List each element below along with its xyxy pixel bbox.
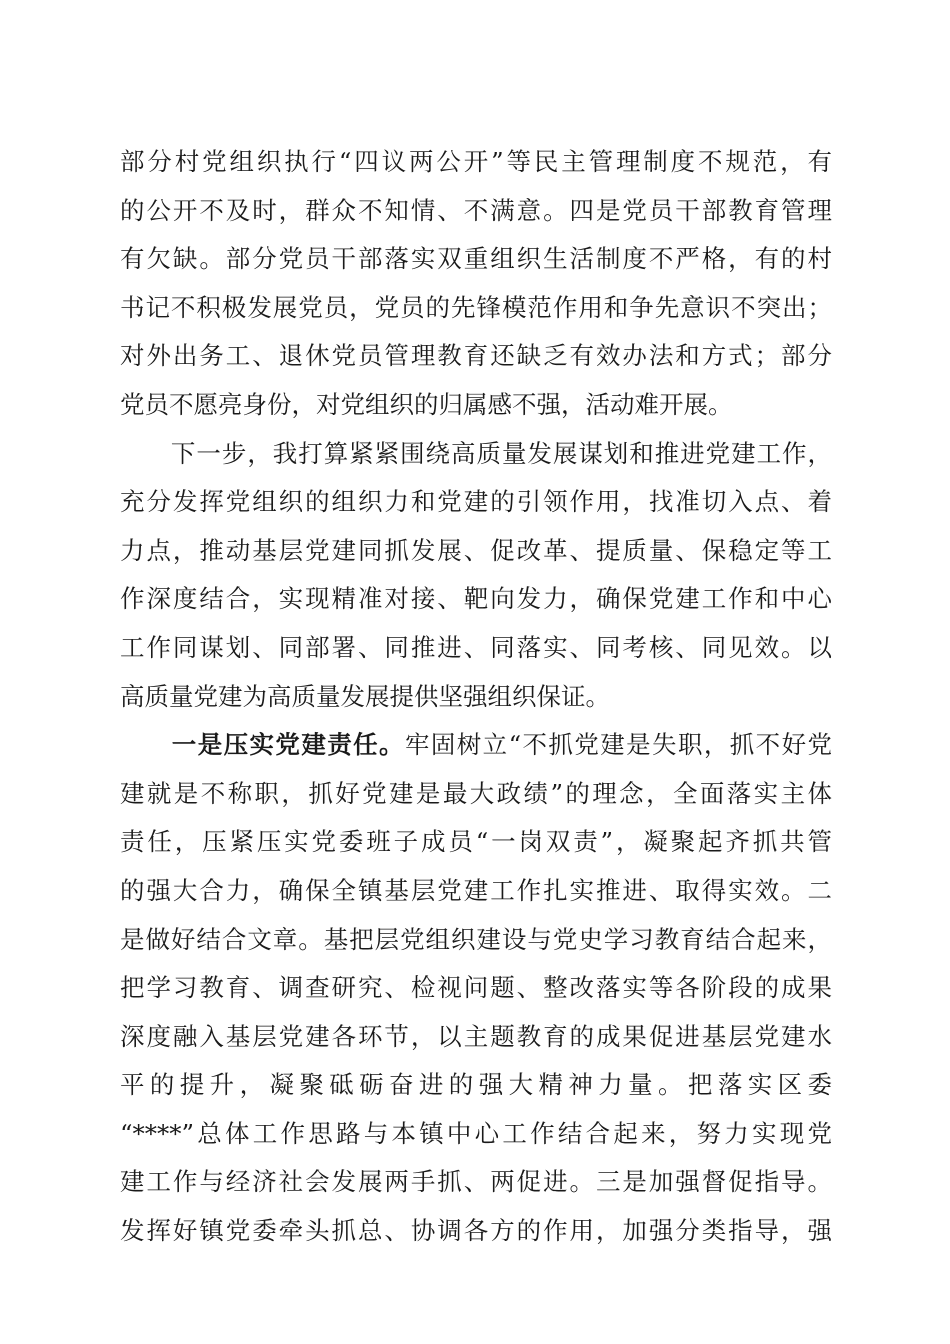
text-line: 作深度结合，实现精准对接、靶向发力，确保党建工作和中心 (120, 584, 832, 614)
text-line: 有欠缺。部分党员干部落实双重组织生活制度不严格，有的村 (120, 244, 832, 274)
text-line (120, 721, 832, 770)
text-line: 对外出务工、退休党员管理教育还缺乏有效办法和方式；部分 (120, 341, 832, 371)
text-line: 平的提升，凝聚砥砺奋进的强大精神力量。把落实区委 (120, 1070, 832, 1100)
text-line: 的强大合力，确保全镇基层党建工作扎实推进、取得实效。二 (120, 875, 832, 905)
text-line: 发挥好镇党委牵头抓总、协调各方的作用，加强分类指导，强 (120, 1216, 832, 1246)
text-line: 党员不愿亮身份，对党组织的归属感不强，活动难开展。 (120, 389, 733, 419)
text-line: 的公开不及时，群众不知情、不满意。四是党员干部教育管理 (120, 195, 832, 225)
text-line: “****”总体工作思路与本镇中心工作结合起来，努力实现党 (120, 1118, 832, 1148)
text-line: 下一步，我打算紧紧围绕高质量发展谋划和推进党建工作， (120, 438, 832, 468)
text-line: 把学习教育、调查研究、检视问题、整改落实等各阶段的成果 (120, 973, 832, 1003)
text-line: 建工作与经济社会发展两手抓、两促进。三是加强督促指导。 (120, 1167, 832, 1197)
text-line: 建就是不称职，抓好党建是最大政绩”的理念，全面落实主体 (120, 778, 832, 808)
text-run: 牢固树立“不抓党建是失职，抓不好党 (404, 730, 832, 760)
text-line: 书记不积极发展党员，党员的先锋模范作用和争先意识不突出； (120, 292, 832, 322)
text-line: 工作同谋划、同部署、同推进、同落实、同考核、同见效。以 (120, 632, 832, 662)
section-lead-heading: 一是压实党建责任。 (120, 730, 405, 760)
document-body (120, 138, 832, 1256)
text-line: 高质量党建为高质量发展提供坚强组织保证。 (120, 681, 610, 711)
text-line: 力点，推动基层党建同抓发展、促改革、提质量、保稳定等工 (120, 535, 832, 565)
paragraph-3 (120, 721, 832, 1256)
paragraph-2 (120, 430, 832, 722)
text-line: 充分发挥党组织的组织力和党建的引领作用，找准切入点、着 (120, 487, 832, 517)
text-line: 是做好结合文章。基把层党组织建设与党史学习教育结合起来， (120, 924, 832, 954)
text-line: 深度融入基层党建各环节，以主题教育的成果促进基层党建水 (120, 1021, 832, 1051)
paragraph-1 (120, 138, 832, 430)
text-line: 责任，压紧压实党委班子成员“一岗双责”，凝聚起齐抓共管 (120, 827, 832, 857)
text-line: 部分村党组织执行“四议两公开”等民主管理制度不规范，有 (120, 147, 832, 176)
